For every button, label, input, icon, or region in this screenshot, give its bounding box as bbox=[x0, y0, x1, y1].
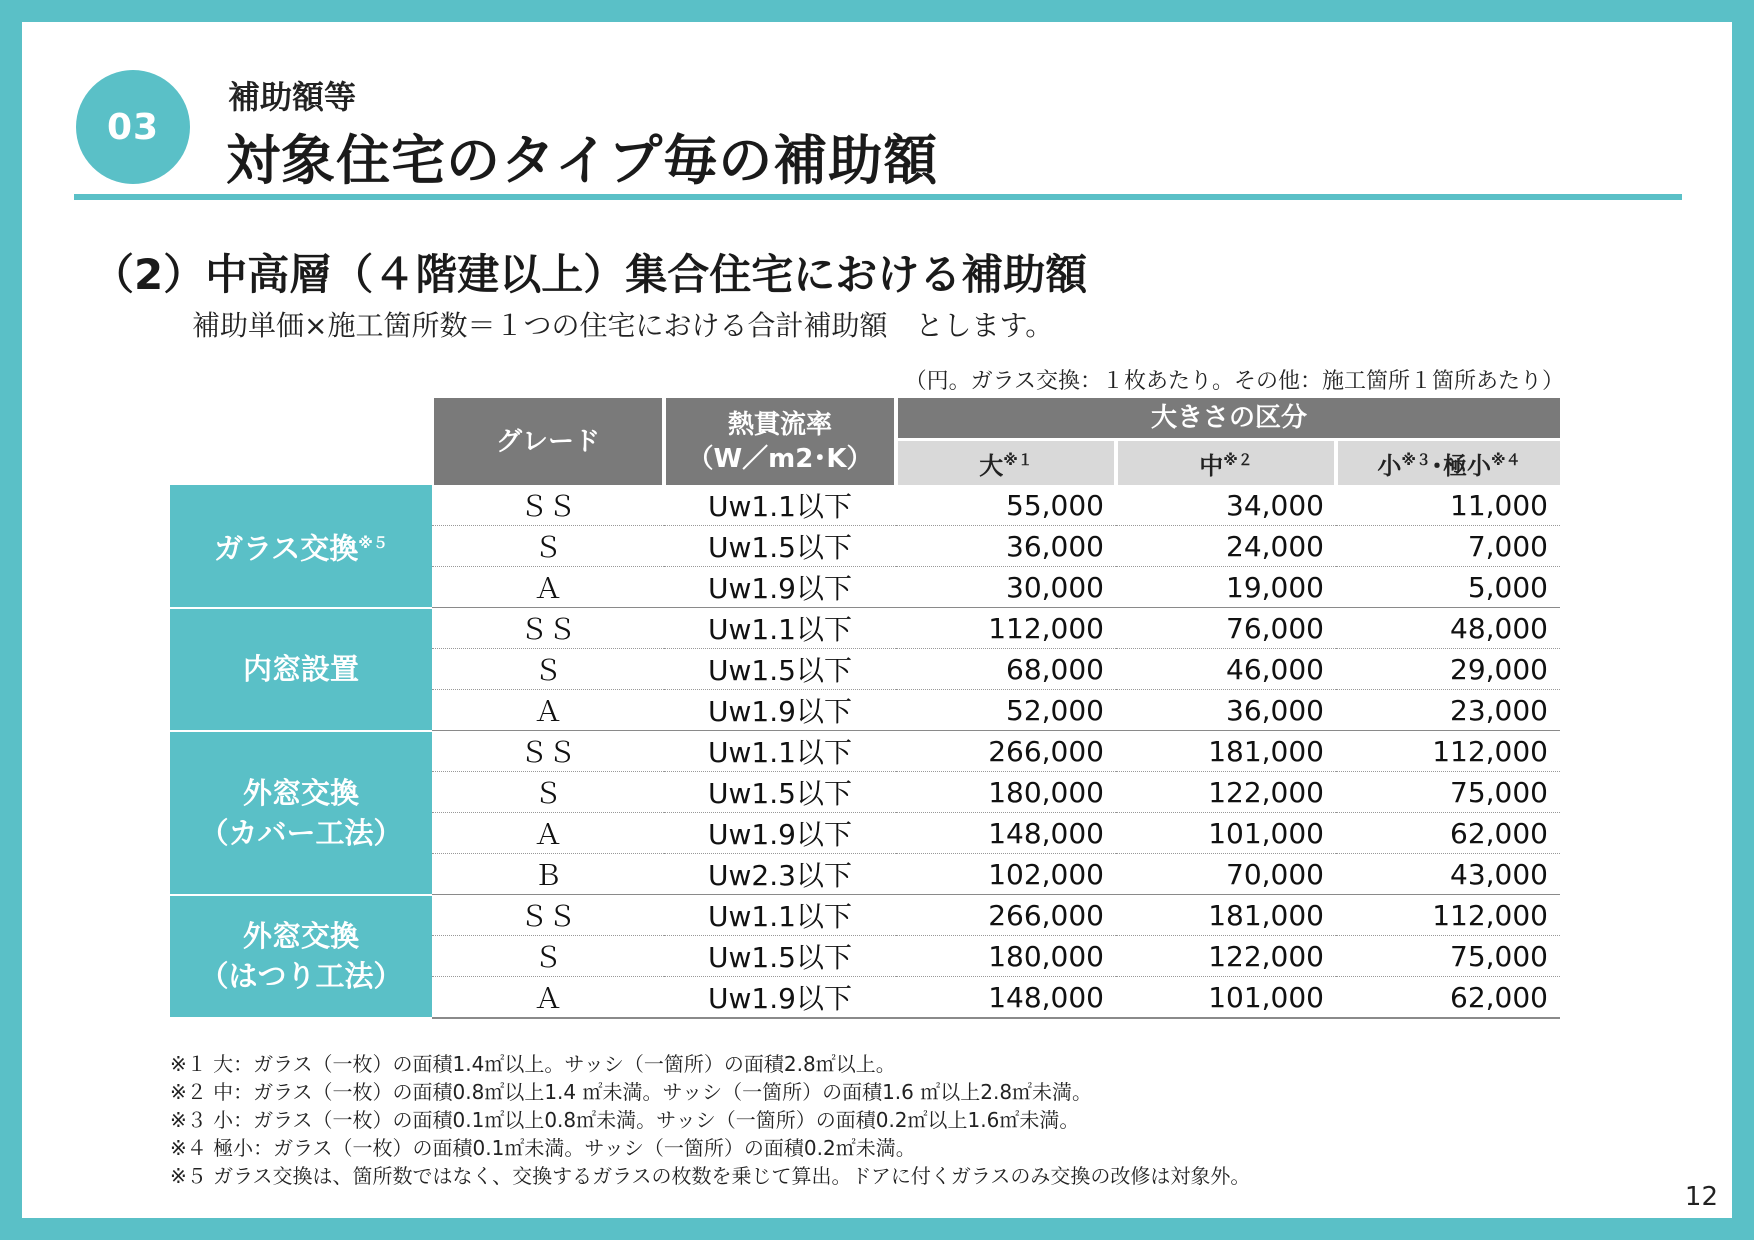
page-number: 12 bbox=[1684, 1182, 1718, 1212]
small-amount-cell: 75,000 bbox=[1336, 772, 1560, 813]
large-amount-cell: 55,000 bbox=[896, 485, 1116, 526]
u-value-cell: Uw1.1以下 bbox=[664, 895, 896, 936]
grade-cell: Ｂ bbox=[432, 854, 664, 895]
u-value-cell: Uw1.9以下 bbox=[664, 813, 896, 854]
header-large: 大$^{※1}$ bbox=[896, 440, 1116, 486]
header-heat-transfer: 熱貫流率 （W／m2･K） bbox=[664, 398, 896, 485]
footnote-4: ※４ 極小：ガラス（一枚）の面積0.1㎡未満。サッシ（一箇所）の面積0.2㎡未満。 bbox=[170, 1136, 916, 1160]
footnote-2: ※２ 中：ガラス（一枚）の面積0.8㎡以上1.4 ㎡未満。サッシ（一箇所）の面積1.6 ㎡以上2.8㎡未満。 bbox=[170, 1080, 1093, 1104]
header-small-tiny: 小$^{※3}$･極小$^{※4}$ bbox=[1336, 440, 1560, 486]
large-amount-cell: 148,000 bbox=[896, 977, 1116, 1019]
large-amount-cell: 148,000 bbox=[896, 813, 1116, 854]
grade-cell: ＳＳ bbox=[432, 608, 664, 649]
small-amount-cell: 29,000 bbox=[1336, 649, 1560, 690]
large-amount-cell: 266,000 bbox=[896, 731, 1116, 772]
grade-cell: ＳＳ bbox=[432, 485, 664, 526]
u-value-cell: Uw1.1以下 bbox=[664, 731, 896, 772]
large-amount-cell: 102,000 bbox=[896, 854, 1116, 895]
grade-cell: ＳＳ bbox=[432, 895, 664, 936]
large-amount-cell: 30,000 bbox=[896, 567, 1116, 608]
grade-cell: Ｓ bbox=[432, 772, 664, 813]
small-amount-cell: 112,000 bbox=[1336, 731, 1560, 772]
u-value-cell: Uw1.9以下 bbox=[664, 567, 896, 608]
medium-amount-cell: 181,000 bbox=[1116, 895, 1336, 936]
grade-cell: Ｓ bbox=[432, 526, 664, 567]
header-medium: 中$^{※2}$ bbox=[1116, 440, 1336, 486]
large-amount-cell: 180,000 bbox=[896, 936, 1116, 977]
u-value-cell: Uw1.5以下 bbox=[664, 936, 896, 977]
large-amount-cell: 180,000 bbox=[896, 772, 1116, 813]
large-amount-cell: 266,000 bbox=[896, 895, 1116, 936]
subtitle: （2）中高層（４階建以上）集合住宅における補助額 bbox=[92, 250, 1088, 299]
large-amount-cell: 36,000 bbox=[896, 526, 1116, 567]
header-blank bbox=[170, 398, 432, 485]
medium-amount-cell: 181,000 bbox=[1116, 731, 1336, 772]
u-value-cell: Uw1.1以下 bbox=[664, 608, 896, 649]
section-number-badge: 03 bbox=[76, 70, 190, 184]
large-amount-cell: 52,000 bbox=[896, 690, 1116, 731]
large-amount-cell: 112,000 bbox=[896, 608, 1116, 649]
medium-amount-cell: 46,000 bbox=[1116, 649, 1336, 690]
small-amount-cell: 5,000 bbox=[1336, 567, 1560, 608]
title-divider bbox=[74, 194, 1682, 200]
table-row bbox=[170, 485, 1560, 526]
small-amount-cell: 7,000 bbox=[1336, 526, 1560, 567]
u-value-cell: Uw1.5以下 bbox=[664, 526, 896, 567]
medium-amount-cell: 70,000 bbox=[1116, 854, 1336, 895]
small-amount-cell: 48,000 bbox=[1336, 608, 1560, 649]
large-amount-cell: 68,000 bbox=[896, 649, 1116, 690]
medium-amount-cell: 76,000 bbox=[1116, 608, 1336, 649]
category-inner-window: 内窓設置 bbox=[170, 608, 432, 731]
category-glass: ガラス交換$^{※5}$ bbox=[170, 485, 432, 608]
grade-cell: Ａ bbox=[432, 977, 664, 1019]
u-value-cell: Uw1.5以下 bbox=[664, 649, 896, 690]
small-amount-cell: 75,000 bbox=[1336, 936, 1560, 977]
medium-amount-cell: 101,000 bbox=[1116, 977, 1336, 1019]
grade-cell: Ｓ bbox=[432, 936, 664, 977]
section-kicker: 補助額等 bbox=[228, 78, 357, 116]
page-title: 対象住宅のタイプ毎の補助額 bbox=[226, 129, 939, 192]
category-outer-window-cover: 外窓交換 （カバー工法） bbox=[170, 731, 432, 895]
grade-cell: Ａ bbox=[432, 690, 664, 731]
table-row bbox=[170, 731, 1560, 772]
table-row bbox=[170, 608, 1560, 649]
medium-amount-cell: 24,000 bbox=[1116, 526, 1336, 567]
medium-amount-cell: 101,000 bbox=[1116, 813, 1336, 854]
small-amount-cell: 43,000 bbox=[1336, 854, 1560, 895]
formula-text: 補助単価×施工箇所数＝１つの住宅における合計補助額 とします。 bbox=[192, 309, 1054, 342]
grade-cell: Ａ bbox=[432, 813, 664, 854]
unit-note: （円。ガラス交換：１枚あたり。その他：施工箇所１箇所あたり） bbox=[904, 369, 1564, 394]
medium-amount-cell: 36,000 bbox=[1116, 690, 1336, 731]
u-value-cell: Uw1.9以下 bbox=[664, 977, 896, 1019]
subsidy-table bbox=[170, 398, 1560, 1019]
header-grade: グレード bbox=[432, 398, 664, 485]
small-amount-cell: 62,000 bbox=[1336, 977, 1560, 1019]
header-size-group: 大きさの区分 bbox=[896, 398, 1560, 440]
small-amount-cell: 112,000 bbox=[1336, 895, 1560, 936]
medium-amount-cell: 122,000 bbox=[1116, 936, 1336, 977]
grade-cell: Ｓ bbox=[432, 649, 664, 690]
footnote-5: ※５ ガラス交換は、箇所数ではなく、交換するガラスの枚数を乗じて算出。ドアに付くガラスのみ交換の改修は対象外。 bbox=[170, 1164, 1251, 1188]
footnote-3: ※３ 小：ガラス（一枚）の面積0.1㎡以上0.8㎡未満。サッシ（一箇所）の面積0.2㎡以上1.6㎡未満。 bbox=[170, 1108, 1080, 1132]
u-value-cell: Uw1.9以下 bbox=[664, 690, 896, 731]
footnote-1: ※１ 大：ガラス（一枚）の面積1.4㎡以上。サッシ（一箇所）の面積2.8㎡以上。 bbox=[170, 1052, 896, 1076]
medium-amount-cell: 122,000 bbox=[1116, 772, 1336, 813]
u-value-cell: Uw2.3以下 bbox=[664, 854, 896, 895]
footnotes bbox=[170, 1050, 1250, 1190]
medium-amount-cell: 19,000 bbox=[1116, 567, 1336, 608]
category-outer-window-hatsuri: 外窓交換 （はつり工法） bbox=[170, 895, 432, 1019]
medium-amount-cell: 34,000 bbox=[1116, 485, 1336, 526]
u-value-cell: Uw1.1以下 bbox=[664, 485, 896, 526]
u-value-cell: Uw1.5以下 bbox=[664, 772, 896, 813]
small-amount-cell: 62,000 bbox=[1336, 813, 1560, 854]
small-amount-cell: 23,000 bbox=[1336, 690, 1560, 731]
grade-cell: ＳＳ bbox=[432, 731, 664, 772]
grade-cell: Ａ bbox=[432, 567, 664, 608]
table-row bbox=[170, 895, 1560, 936]
small-amount-cell: 11,000 bbox=[1336, 485, 1560, 526]
